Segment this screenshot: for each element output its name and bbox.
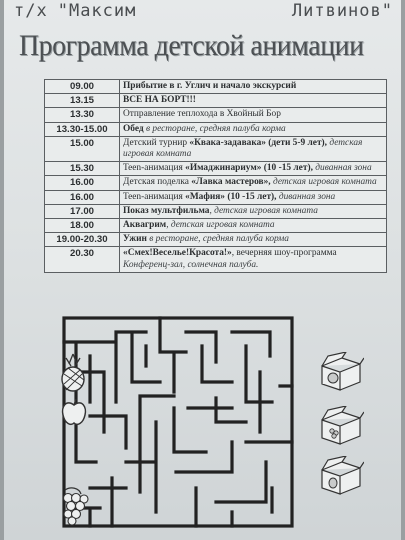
event-text: диванная зона (312, 163, 372, 174)
event-time: 13.15 (45, 94, 120, 108)
ship-name (58, 1, 399, 21)
event-text: диванная зона (276, 191, 336, 202)
ship-prefix: т/х (14, 1, 48, 21)
pineapple-icon (58, 352, 88, 392)
event-text: Прибытие в г. Углич и начало экскурсий (123, 81, 297, 91)
event-text: Детский турнир (123, 137, 190, 148)
event-time: 17.00 (45, 204, 120, 218)
maze (56, 312, 306, 534)
event-text: Teen-анимация (123, 163, 186, 174)
schedule-row (45, 233, 387, 247)
event-time: 16.00 (45, 190, 120, 204)
schedule-row (45, 176, 387, 190)
schedule-table (44, 79, 387, 273)
event-text: Отправление теплохода в Хвойный Бор (123, 109, 281, 120)
event-description (120, 108, 387, 122)
event-text: , детская игровая комната (166, 220, 275, 231)
schedule-row (45, 162, 387, 176)
event-text: «Имаджинариум» (10 -15 лет), (185, 163, 313, 174)
event-time: 09.00 (45, 80, 120, 94)
event-description (120, 233, 387, 247)
event-time: 18.00 (45, 219, 120, 233)
event-text: Teen-анимация (123, 191, 186, 202)
event-description (120, 219, 387, 233)
event-text: , вечерняя шоу-программа (231, 248, 337, 259)
event-description (120, 204, 387, 218)
grapes-icon (59, 484, 89, 526)
event-description (120, 190, 387, 204)
event-text: в ресторане, средняя палуба кормa (143, 123, 286, 134)
event-description (120, 247, 387, 272)
event-text: Обед (123, 123, 144, 134)
ship-name-last: Литвинов" (291, 1, 393, 21)
schedule-row (45, 247, 387, 272)
event-time: 19.00-20.30 (45, 233, 120, 247)
event-text: Конференц-зал, солнечная палуба. (123, 259, 259, 270)
schedule-row (45, 108, 387, 122)
event-time: 16.00 (45, 176, 120, 190)
event-time: 13.30-15.00 (45, 122, 120, 136)
schedule-row (45, 122, 387, 136)
event-time: 20.30 (45, 247, 120, 272)
box-icon (318, 352, 364, 392)
event-description (120, 122, 387, 136)
event-text: «Мафия» (10 -15 лет), (185, 191, 277, 202)
event-text: ВСЕ НА БОРТ!!! (123, 95, 196, 106)
event-text: «Квака-задавака» (дети 5-9 лет), (189, 137, 328, 148)
schedule-row (45, 94, 387, 108)
event-text: Показ мультфильма (123, 205, 210, 216)
event-time: 15.30 (45, 162, 120, 176)
schedule-row (45, 80, 387, 94)
event-text: детская игровая комната (270, 177, 377, 188)
page-title: Программа детской анимации (19, 29, 364, 62)
ship-name-first: "Максим (57, 1, 137, 21)
schedule-row (45, 136, 387, 161)
schedule-row (45, 219, 387, 233)
event-description (120, 162, 387, 176)
event-text: Аквагрим (123, 220, 167, 231)
schedule-row (45, 190, 387, 204)
event-description (120, 94, 387, 108)
apple-icon (60, 397, 88, 427)
event-text: «Смех!Веселье!Красота!» (123, 248, 232, 259)
event-text: , детская игровая комната (209, 205, 318, 216)
ship-name-line (14, 0, 399, 22)
event-text: детская игровая комната (123, 137, 363, 160)
event-text: Ужин (123, 234, 147, 245)
event-time: 13.30 (45, 108, 120, 122)
box-icon (318, 406, 364, 446)
event-text: Детская поделка (123, 177, 192, 188)
event-description (120, 80, 387, 94)
event-description (120, 136, 387, 161)
event-description (120, 176, 387, 190)
event-time: 15.00 (45, 136, 120, 161)
printed-sheet (4, 0, 401, 540)
box-icon (318, 456, 364, 496)
event-text: «Лавка мастеров», (191, 177, 271, 188)
event-text: в ресторане, средняя палуба кормa (146, 234, 289, 245)
schedule-row (45, 204, 387, 218)
